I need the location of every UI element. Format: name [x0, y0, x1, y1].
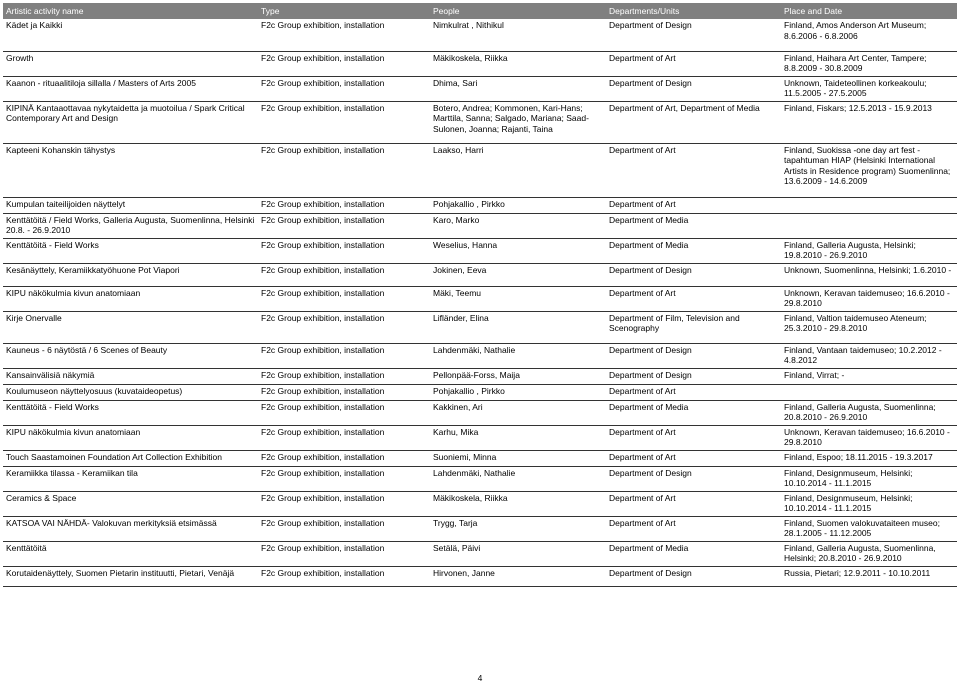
place-date-cell — [781, 384, 957, 400]
table-row — [3, 51, 957, 76]
type-cell: F2c Group exhibition, installation — [258, 384, 430, 400]
activity-name-cell: Kenttätöitä - Field Works — [3, 238, 258, 263]
people-cell: Hirvonen, Janne — [430, 566, 606, 586]
header-activity-name: Artistic activity name — [3, 3, 258, 19]
table-row — [3, 450, 957, 466]
table-row — [3, 466, 957, 491]
department-cell: Department of Art — [606, 51, 781, 76]
department-cell: Department of Art — [606, 197, 781, 213]
department-cell: Department of Art — [606, 425, 781, 450]
place-date-cell: Finland, Galleria Augusta, Helsinki; 19.8.2010 - 26.9.2010 — [781, 238, 957, 263]
people-cell: Botero, Andrea; Kommonen, Kari-Hans; Marttila, Sanna; Salgado, Mariana; Saad-Sulonen, Joanna; Rajanti, Taina — [430, 101, 606, 143]
department-cell: Department of Art, Department of Media — [606, 101, 781, 143]
type-cell: F2c Group exhibition, installation — [258, 450, 430, 466]
department-cell: Department of Design — [606, 263, 781, 286]
table-row — [3, 491, 957, 516]
department-cell: Department of Art — [606, 491, 781, 516]
people-cell: Dhima, Sari — [430, 76, 606, 101]
department-cell: Department of Design — [606, 466, 781, 491]
place-date-cell: Finland, Suokissa -one day art fest - tapahtuman HIAP (Helsinki International Artists in Residence program) Suomenlinna; 13.6.2009 - 14.6.2009 — [781, 143, 957, 197]
table-row — [3, 143, 957, 197]
place-date-cell: Finland, Espoo; 18.11.2015 - 19.3.2017 — [781, 450, 957, 466]
people-cell: Nimkulrat , Nithikul — [430, 19, 606, 51]
type-cell: F2c Group exhibition, installation — [258, 368, 430, 384]
people-cell: Karo, Marko — [430, 213, 606, 238]
type-cell: F2c Group exhibition, installation — [258, 466, 430, 491]
department-cell: Department of Design — [606, 368, 781, 384]
place-date-cell: Finland, Haihara Art Center, Tampere; 8.8.2009 - 30.8.2009 — [781, 51, 957, 76]
table-row — [3, 286, 957, 311]
activity-table-container — [3, 3, 957, 587]
activity-name-cell: Ceramics & Space — [3, 491, 258, 516]
table-row — [3, 76, 957, 101]
table-row — [3, 368, 957, 384]
activity-name-cell: Kenttätöitä — [3, 541, 258, 566]
people-cell: Lifländer, Elina — [430, 311, 606, 343]
people-cell: Pellonpää-Forss, Maija — [430, 368, 606, 384]
activity-name-cell: Koulumuseon näyttelyosuus (kuvataideopetus) — [3, 384, 258, 400]
type-cell: F2c Group exhibition, installation — [258, 143, 430, 197]
place-date-cell: Finland, Valtion taidemuseo Ateneum; 25.3.2010 - 29.8.2010 — [781, 311, 957, 343]
people-cell: Karhu, Mika — [430, 425, 606, 450]
type-cell: F2c Group exhibition, installation — [258, 425, 430, 450]
table-row — [3, 19, 957, 51]
place-date-cell: Finland, Designmuseum, Helsinki; 10.10.2014 - 11.1.2015 — [781, 491, 957, 516]
place-date-cell: Unknown, Suomenlinna, Helsinki; 1.6.2010 - — [781, 263, 957, 286]
table-row — [3, 213, 957, 238]
activity-name-cell: Kenttätöitä - Field Works — [3, 400, 258, 425]
department-cell: Department of Design — [606, 343, 781, 368]
header-departments: Departments/Units — [606, 3, 781, 19]
place-date-cell — [781, 197, 957, 213]
place-date-cell: Finland, Galleria Augusta, Suomenlinna; 20.8.2010 - 26.9.2010 — [781, 400, 957, 425]
type-cell: F2c Group exhibition, installation — [258, 51, 430, 76]
place-date-cell: Finland, Designmuseum, Helsinki; 10.10.2014 - 11.1.2015 — [781, 466, 957, 491]
department-cell: Department of Media — [606, 213, 781, 238]
department-cell: Department of Art — [606, 143, 781, 197]
activity-name-cell: Kauneus - 6 näytöstä / 6 Scenes of Beauty — [3, 343, 258, 368]
place-date-cell: Finland, Suomen valokuvataiteen museo; 28.1.2005 - 11.12.2005 — [781, 516, 957, 541]
page-number: 4 — [477, 673, 483, 683]
people-cell: Pohjakallio , Pirkko — [430, 384, 606, 400]
table-row — [3, 516, 957, 541]
table-row — [3, 197, 957, 213]
header-people: People — [430, 3, 606, 19]
activity-name-cell: Keramiikka tilassa - Keramiikan tila — [3, 466, 258, 491]
type-cell: F2c Group exhibition, installation — [258, 238, 430, 263]
activity-table — [3, 3, 957, 587]
type-cell: F2c Group exhibition, installation — [258, 343, 430, 368]
type-cell: F2c Group exhibition, installation — [258, 516, 430, 541]
type-cell: F2c Group exhibition, installation — [258, 197, 430, 213]
people-cell: Jokinen, Eeva — [430, 263, 606, 286]
type-cell: F2c Group exhibition, installation — [258, 76, 430, 101]
department-cell: Department of Art — [606, 286, 781, 311]
people-cell: Kakkinen, Ari — [430, 400, 606, 425]
type-cell: F2c Group exhibition, installation — [258, 491, 430, 516]
table-row — [3, 566, 957, 586]
place-date-cell: Finland, Amos Anderson Art Museum; 8.6.2006 - 6.8.2006 — [781, 19, 957, 51]
department-cell: Department of Film, Television and Scenography — [606, 311, 781, 343]
people-cell: Mäki, Teemu — [430, 286, 606, 311]
activity-name-cell: Touch Saastamoinen Foundation Art Collection Exhibition — [3, 450, 258, 466]
people-cell: Pohjakallio , Pirkko — [430, 197, 606, 213]
table-row — [3, 343, 957, 368]
people-cell: Suoniemi, Minna — [430, 450, 606, 466]
table-row — [3, 311, 957, 343]
type-cell: F2c Group exhibition, installation — [258, 263, 430, 286]
department-cell: Department of Design — [606, 19, 781, 51]
activity-name-cell: Kaanon - rituaalitiloja sillalla / Masters of Arts 2005 — [3, 76, 258, 101]
place-date-cell: Finland, Virrat; - — [781, 368, 957, 384]
place-date-cell — [781, 213, 957, 238]
people-cell: Weselius, Hanna — [430, 238, 606, 263]
table-header-row — [3, 3, 957, 19]
place-date-cell: Unknown, Keravan taidemuseo; 16.6.2010 - 29.8.2010 — [781, 425, 957, 450]
activity-name-cell: Kapteeni Kohanskin tähystys — [3, 143, 258, 197]
department-cell: Department of Design — [606, 76, 781, 101]
table-body — [3, 19, 957, 586]
department-cell: Department of Art — [606, 516, 781, 541]
activity-name-cell: Kesänäyttely, Keramiikkatyöhuone Pot Viapori — [3, 263, 258, 286]
activity-name-cell: Kansainvälisiä näkymiä — [3, 368, 258, 384]
type-cell: F2c Group exhibition, installation — [258, 541, 430, 566]
table-row — [3, 263, 957, 286]
type-cell: F2c Group exhibition, installation — [258, 311, 430, 343]
people-cell: Setälä, Päivi — [430, 541, 606, 566]
place-date-cell: Finland, Vantaan taidemuseo; 10.2.2012 - 4.8.2012 — [781, 343, 957, 368]
header-place-date: Place and Date — [781, 3, 957, 19]
department-cell: Department of Design — [606, 566, 781, 586]
place-date-cell: Finland, Fiskars; 12.5.2013 - 15.9.2013 — [781, 101, 957, 143]
activity-name-cell: Kädet ja Kaikki — [3, 19, 258, 51]
type-cell: F2c Group exhibition, installation — [258, 566, 430, 586]
activity-name-cell: KIPU näkökulmia kivun anatomiaan — [3, 286, 258, 311]
department-cell: Department of Art — [606, 384, 781, 400]
place-date-cell: Russia, Pietari; 12.9.2011 - 10.10.2011 — [781, 566, 957, 586]
activity-name-cell: Korutaidenäyttely, Suomen Pietarin instituutti, Pietari, Venäjä — [3, 566, 258, 586]
activity-name-cell: Kumpulan taiteilijoiden näyttelyt — [3, 197, 258, 213]
people-cell: Trygg, Tarja — [430, 516, 606, 541]
type-cell: F2c Group exhibition, installation — [258, 19, 430, 51]
table-row — [3, 101, 957, 143]
activity-name-cell: Growth — [3, 51, 258, 76]
table-row — [3, 238, 957, 263]
people-cell: Mäkikoskela, Riikka — [430, 51, 606, 76]
people-cell: Lahdenmäki, Nathalie — [430, 343, 606, 368]
people-cell: Lahdenmäki, Nathalie — [430, 466, 606, 491]
type-cell: F2c Group exhibition, installation — [258, 213, 430, 238]
table-row — [3, 400, 957, 425]
place-date-cell: Unknown, Keravan taidemuseo; 16.6.2010 - 29.8.2010 — [781, 286, 957, 311]
table-row — [3, 541, 957, 566]
department-cell: Department of Art — [606, 450, 781, 466]
place-date-cell: Unknown, Taideteollinen korkeakoulu; 11.5.2005 - 27.5.2005 — [781, 76, 957, 101]
activity-name-cell: KIPU näkökulmia kivun anatomiaan — [3, 425, 258, 450]
type-cell: F2c Group exhibition, installation — [258, 400, 430, 425]
people-cell: Laakso, Harri — [430, 143, 606, 197]
activity-name-cell: Kirje Onervalle — [3, 311, 258, 343]
type-cell: F2c Group exhibition, installation — [258, 286, 430, 311]
activity-name-cell: KIPINÄ Kantaaottavaa nykytaidetta ja muotoilua / Spark Critical Contemporary Art and Design — [3, 101, 258, 143]
activity-name-cell: KATSOA VAI NÄHDÄ- Valokuvan merkityksiä etsimässä — [3, 516, 258, 541]
header-type: Type — [258, 3, 430, 19]
activity-name-cell: Kenttätöitä / Field Works, Galleria Augusta, Suomenlinna, Helsinki 20.8. - 26.9.2010 — [3, 213, 258, 238]
department-cell: Department of Media — [606, 541, 781, 566]
department-cell: Department of Media — [606, 400, 781, 425]
place-date-cell: Finland, Galleria Augusta, Suomenlinna, Helsinki; 20.8.2010 - 26.9.2010 — [781, 541, 957, 566]
department-cell: Department of Media — [606, 238, 781, 263]
table-row — [3, 384, 957, 400]
table-row — [3, 425, 957, 450]
people-cell: Mäkikoskela, Riikka — [430, 491, 606, 516]
type-cell: F2c Group exhibition, installation — [258, 101, 430, 143]
